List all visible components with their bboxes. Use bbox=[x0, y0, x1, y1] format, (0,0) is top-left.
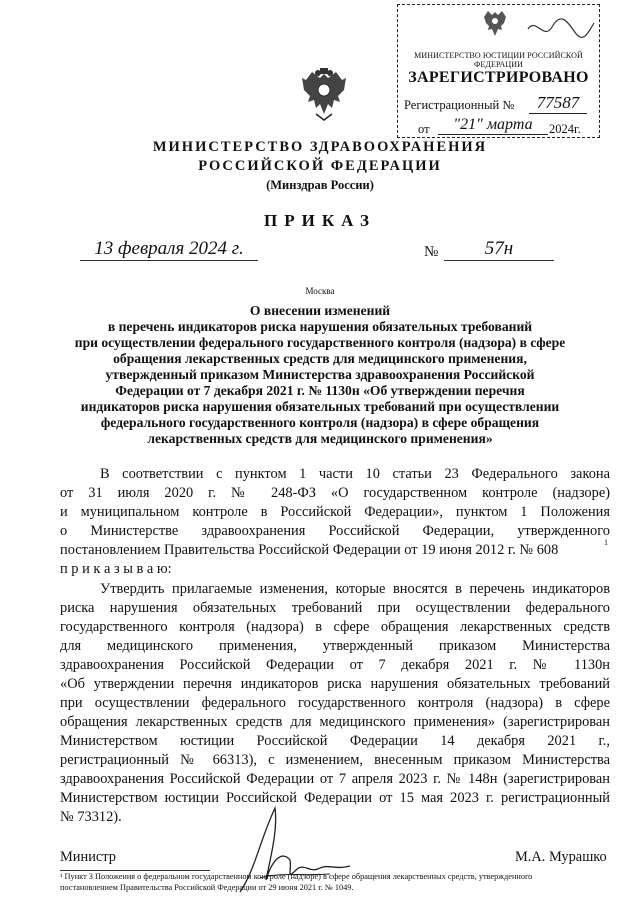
stamp-reg-date: "21" марта bbox=[438, 116, 548, 135]
heading-line: индикаторов риска нарушения обязательных требований при осуществлении bbox=[80, 399, 560, 414]
heading-line: при осуществлении федерального государственного контроля (надзора) в сфере bbox=[74, 335, 566, 350]
stamp-ministry: МИНИСТЕРСТВО ЮСТИЦИИ РОССИЙСКОЙ ФЕДЕРАЦИИ bbox=[414, 51, 583, 69]
stamp-reg-year: 2024г. bbox=[549, 122, 581, 136]
city: Москва bbox=[305, 286, 335, 296]
body-line: постановлением Правительства Российской Федерации от 19 июня 2012 г. № 608 bbox=[60, 542, 559, 558]
russian-emblem-icon bbox=[298, 68, 350, 122]
body-line: Министерством юстиции Российской Федерации 14 декабря 2021 г., bbox=[60, 733, 610, 749]
body-line: п р и к а з ы в а ю: bbox=[60, 561, 172, 577]
heading-line: федерального государственного контроля (надзора) в сфере обращения bbox=[100, 415, 540, 430]
heading-line: Федерации от 7 декабря 2021 г. № 1130н «Об утверждении перечня bbox=[115, 383, 525, 398]
stamp-reg-number: 77587 bbox=[529, 93, 587, 114]
footnote-line: постановлением Правительства Российской Федерации от 29 июня 2021 г. № 1049. bbox=[60, 883, 354, 892]
body-line: регистрационный № 66313), с изменением, внесенным приказом Министерства bbox=[60, 752, 610, 768]
body-line: от 31 июля 2020 г. № 248-ФЗ «О государственном контроле (надзоре) bbox=[60, 485, 610, 501]
body-line: о Министерстве здравоохранения Российской Федерации, утвержденного bbox=[60, 523, 610, 539]
stamp-emblem-icon bbox=[480, 9, 510, 39]
heading-line: в перечень индикаторов риска нарушения обязательных требований bbox=[107, 319, 533, 334]
number-sign: № bbox=[424, 244, 439, 260]
heading-line: утвержденный приказом Министерства здравоохранения Российской bbox=[105, 367, 535, 382]
body-line: Министерством юстиции Российской Федерации от 15 мая 2023 г. регистрационный bbox=[60, 790, 610, 806]
footnote-divider bbox=[60, 870, 210, 871]
heading-line: обращения лекарственных средств для медицинского применения, bbox=[113, 351, 527, 366]
ministry-name-line1: МИНИСТЕРСТВО ЗДРАВООХРАНЕНИЯ bbox=[152, 139, 488, 155]
ministry-name-line2: РОССИЙСКОЙ ФЕДЕРАЦИИ bbox=[198, 158, 442, 174]
footnote-ref: 1 bbox=[604, 538, 608, 547]
signatory-name: М.А. Мурашко bbox=[515, 849, 607, 865]
body-line: государственного контроля (надзора) в сфере обращения лекарственных средств bbox=[60, 619, 610, 635]
body-line: при осуществлении федерального государственного контроля (надзора) в сфере bbox=[60, 695, 610, 711]
body-line: риска нарушения обязательных требований при осуществлении федерального bbox=[60, 600, 610, 616]
body-line: Утвердить прилагаемые изменения, которые вносятся в перечень индикаторов bbox=[100, 581, 610, 597]
body-line: № 73312). bbox=[60, 809, 122, 825]
stamp-scribble-icon bbox=[526, 15, 596, 43]
stamp-reg-number-label: Регистрационный № bbox=[404, 98, 515, 112]
signatory-title: Министр bbox=[60, 849, 116, 865]
footnote-line: ¹ Пункт 3 Положения о федеральном государственном контроле (надзоре) в сфере обращения лекарственных средств, утвержденного bbox=[60, 872, 533, 881]
body-line: для медицинского применения, утвержденный приказом Министерства bbox=[60, 638, 610, 654]
stamp-registered: ЗАРЕГИСТРИРОВАНО bbox=[408, 69, 589, 86]
body-line: и муниципальном контроле в Российской Федерации», пунктом 1 Положения bbox=[60, 504, 610, 520]
heading-line: О внесении изменений bbox=[249, 303, 391, 318]
body-line: здравоохранения Российской Федерации от 7 апреля 2023 г. № 148н (зарегистрирован bbox=[60, 771, 610, 787]
registration-stamp bbox=[397, 4, 600, 138]
body-line: здравоохранения Российской Федерации от 7 декабря 2021 г. № 1130н bbox=[60, 657, 610, 673]
ministry-short-name: (Минздрав России) bbox=[266, 178, 374, 192]
heading-line: лекарственных средств для медицинского применения» bbox=[147, 431, 493, 446]
document-type: ПРИКАЗ bbox=[264, 211, 376, 230]
order-number: 57н bbox=[444, 238, 554, 261]
body-line: В соответствии с пунктом 1 части 10 статьи 23 Федерального закона bbox=[100, 466, 610, 482]
stamp-from-label: от bbox=[418, 122, 430, 136]
body-line: обращения лекарственных средств для медицинского применения» (зарегистрирован bbox=[60, 714, 610, 730]
body-line: «Об утверждении перечня индикаторов риска нарушения обязательных требований bbox=[60, 676, 610, 692]
order-date: 13 февраля 2024 г. bbox=[80, 238, 258, 261]
